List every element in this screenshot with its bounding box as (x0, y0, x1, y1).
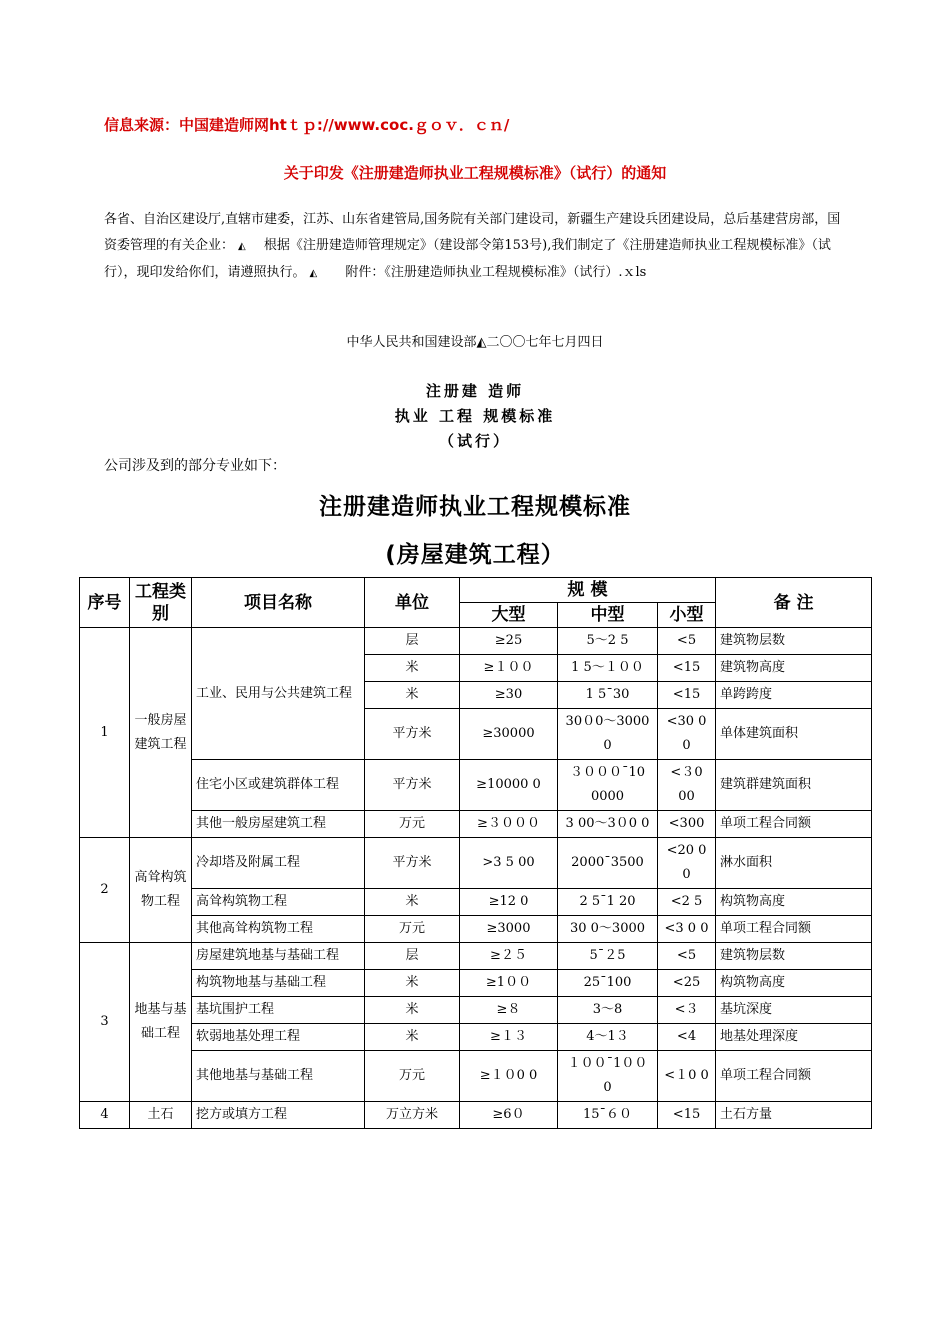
cell-large: >3 5 00 (460, 838, 558, 889)
cell-medium: 3～8 (558, 997, 658, 1024)
cell-medium: 2000¯3500 (558, 838, 658, 889)
cell-unit: 万元 (365, 916, 460, 943)
project-name: 房屋建筑地基与基础工程 (192, 943, 365, 970)
group-category: 高耸构筑物工程 (130, 838, 192, 943)
table-title: 注册建造师执业工程规模标准 (319, 494, 631, 520)
source-line: 信息来源：中国建造师网htｔｐ://www.coc.ｇｏｖ．ｃｎ/ (104, 116, 510, 134)
project-name: 高耸构筑物工程 (192, 889, 365, 916)
cell-remark: 构筑物高度 (716, 889, 872, 916)
project-name: 挖方或填方工程 (192, 1102, 365, 1129)
group-category: 一般房屋建筑工程 (130, 628, 192, 838)
header-remark: 备 注 (716, 578, 872, 628)
header-medium: 中型 (558, 603, 658, 628)
group-seq: 1 (80, 628, 130, 838)
cell-large: ≥８ (460, 997, 558, 1024)
cell-remark: 建筑物层数 (716, 943, 872, 970)
cell-remark: 建筑物高度 (716, 655, 872, 682)
project-name: 基坑围护工程 (192, 997, 365, 1024)
cell-small: <300 (658, 811, 716, 838)
cell-large: ≥３０００ (460, 811, 558, 838)
header-small: 小型 (658, 603, 716, 628)
cell-unit: 万立方米 (365, 1102, 460, 1129)
cell-small: <5 (658, 628, 716, 655)
table-row (80, 811, 872, 838)
project-name: 住宅小区或建筑群体工程 (192, 760, 365, 811)
cell-small: <３ (658, 997, 716, 1024)
project-name: 软弱地基处理工程 (192, 1024, 365, 1051)
project-name: 其他高耸构筑物工程 (192, 916, 365, 943)
attachment-link[interactable]: 附件：《注册建造师执业工程规模标准》（试行）.ｘls (345, 265, 647, 280)
cell-medium: 4～1３ (558, 1024, 658, 1051)
cell-remark: 基坑深度 (716, 997, 872, 1024)
group-seq: 3 (80, 943, 130, 1102)
cell-medium: 15¯６０ (558, 1102, 658, 1129)
cell-remark: 单跨跨度 (716, 682, 872, 709)
header-unit: 单位 (365, 578, 460, 628)
cell-small: <３0 00 (658, 760, 716, 811)
cell-medium: 30０0～3000 0 (558, 709, 658, 760)
table-row (80, 1051, 872, 1102)
separator-glyph-icon: ◭ (238, 241, 246, 252)
notice-paragraph-main: 根据《注册建造师管理规定》（建设部令第153号),我们制定了《注册建造师执业工程规模标准》（试行），现印发给你们，请遵照执行。 (104, 238, 831, 280)
cell-medium: １００¯1００ 0 (558, 1051, 658, 1102)
scale-standard-table (79, 577, 872, 1129)
cell-unit: 米 (365, 997, 460, 1024)
table-row (80, 760, 872, 811)
cell-medium: 5¯２5 (558, 943, 658, 970)
cell-small: <15 (658, 655, 716, 682)
cell-small: <15 (658, 682, 716, 709)
standard-title-line3: （试行） (438, 432, 511, 450)
table-row (80, 1102, 872, 1129)
table-row (80, 916, 872, 943)
cell-large: ≥１００ (460, 655, 558, 682)
standard-title-line1: 注册建 造师 (425, 382, 525, 400)
cell-large: ≥25 (460, 628, 558, 655)
cell-large: ≥30000 (460, 709, 558, 760)
cell-small: <30 0 0 (658, 709, 716, 760)
group-category: 地基与基础工程 (130, 943, 192, 1102)
table-row (80, 970, 872, 997)
cell-unit: 米 (365, 970, 460, 997)
cell-remark: 单项工程合同额 (716, 811, 872, 838)
cell-medium: 1 5¯30 (558, 682, 658, 709)
project-name: 构筑物地基与基础工程 (192, 970, 365, 997)
cell-unit: 平方米 (365, 760, 460, 811)
group-seq: 4 (80, 1102, 130, 1129)
cell-medium: 5～2 5 (558, 628, 658, 655)
cell-unit: 层 (365, 943, 460, 970)
cell-medium: 25¯100 (558, 970, 658, 997)
cell-large: ≥10000 0 (460, 760, 558, 811)
cell-small: <15 (658, 1102, 716, 1129)
group-seq: 2 (80, 838, 130, 943)
project-name: 其他地基与基础工程 (192, 1051, 365, 1102)
cell-unit: 米 (365, 1024, 460, 1051)
header-project: 项目名称 (192, 578, 365, 628)
table-row (80, 628, 872, 655)
intro-text: 公司涉及到的部分专业如下： (104, 458, 286, 474)
cell-large: ≥２５ (460, 943, 558, 970)
table-row (80, 997, 872, 1024)
separator-glyph-icon: ◭ (309, 268, 318, 279)
cell-large: ≥6０ (460, 1102, 558, 1129)
cell-small: <１0 0 (658, 1051, 716, 1102)
cell-small: <2 5 (658, 889, 716, 916)
cell-remark: 淋水面积 (716, 838, 872, 889)
cell-small: <5 (658, 943, 716, 970)
cell-large: ≥1００ (460, 970, 558, 997)
cell-remark: 构筑物高度 (716, 970, 872, 997)
cell-medium: ３０００¯10 0000 (558, 760, 658, 811)
cell-large: ≥１３ (460, 1024, 558, 1051)
cell-unit: 平方米 (365, 709, 460, 760)
cell-remark: 建筑群建筑面积 (716, 760, 872, 811)
cell-unit: 米 (365, 655, 460, 682)
cell-remark: 单项工程合同额 (716, 1051, 872, 1102)
cell-remark: 土石方量 (716, 1102, 872, 1129)
header-scale: 规 模 (460, 578, 716, 603)
notice-title: 关于印发《注册建造师执业工程规模标准》（试行）的通知 (283, 164, 667, 182)
cell-unit: 米 (365, 682, 460, 709)
cell-large: ≥１０0 0 (460, 1051, 558, 1102)
table-row (80, 889, 872, 916)
cell-remark: 单体建筑面积 (716, 709, 872, 760)
cell-unit: 米 (365, 889, 460, 916)
cell-large: ≥12 0 (460, 889, 558, 916)
cell-small: <4 (658, 1024, 716, 1051)
standard-title-line2: 执业 工程 规模标准 (394, 407, 556, 425)
group-category: 土石 (130, 1102, 192, 1129)
signature-date: 中华人民共和国建设部◭二〇〇七年七月四日 (346, 335, 604, 350)
cell-small: <25 (658, 970, 716, 997)
cell-remark: 单项工程合同额 (716, 916, 872, 943)
cell-medium: 1 5～１００ (558, 655, 658, 682)
table-row (80, 838, 872, 889)
table-row (80, 1024, 872, 1051)
cell-unit: 万元 (365, 1051, 460, 1102)
cell-large: ≥30 (460, 682, 558, 709)
cell-medium: 30 0～3000 (558, 916, 658, 943)
project-name: 工业、民用与公共建筑工程 (192, 628, 365, 760)
cell-unit: 平方米 (365, 838, 460, 889)
notice-body (104, 207, 850, 287)
notice-paragraph-addressees: 各省、自治区建设厅,直辖市建委，江苏、山东省建管局,国务院有关部门建设司，新疆生产建设兵团建设局，总后基建营房部，国资委管理的有关企业： (104, 212, 841, 253)
cell-medium: 2 5¯1 20 (558, 889, 658, 916)
project-name: 冷却塔及附属工程 (192, 838, 365, 889)
header-large: 大型 (460, 603, 558, 628)
cell-large: ≥3000 (460, 916, 558, 943)
cell-small: <3 0 0 (658, 916, 716, 943)
cell-remark: 建筑物层数 (716, 628, 872, 655)
cell-medium: 3 00～3０0 0 (558, 811, 658, 838)
header-seq: 序号 (80, 578, 130, 628)
cell-unit: 层 (365, 628, 460, 655)
table-row (80, 943, 872, 970)
header-category: 工程类别 (130, 578, 192, 628)
cell-small: <20 0 0 (658, 838, 716, 889)
cell-remark: 地基处理深度 (716, 1024, 872, 1051)
table-subtitle: (房屋建筑工程） (385, 542, 565, 568)
cell-unit: 万元 (365, 811, 460, 838)
project-name: 其他一般房屋建筑工程 (192, 811, 365, 838)
